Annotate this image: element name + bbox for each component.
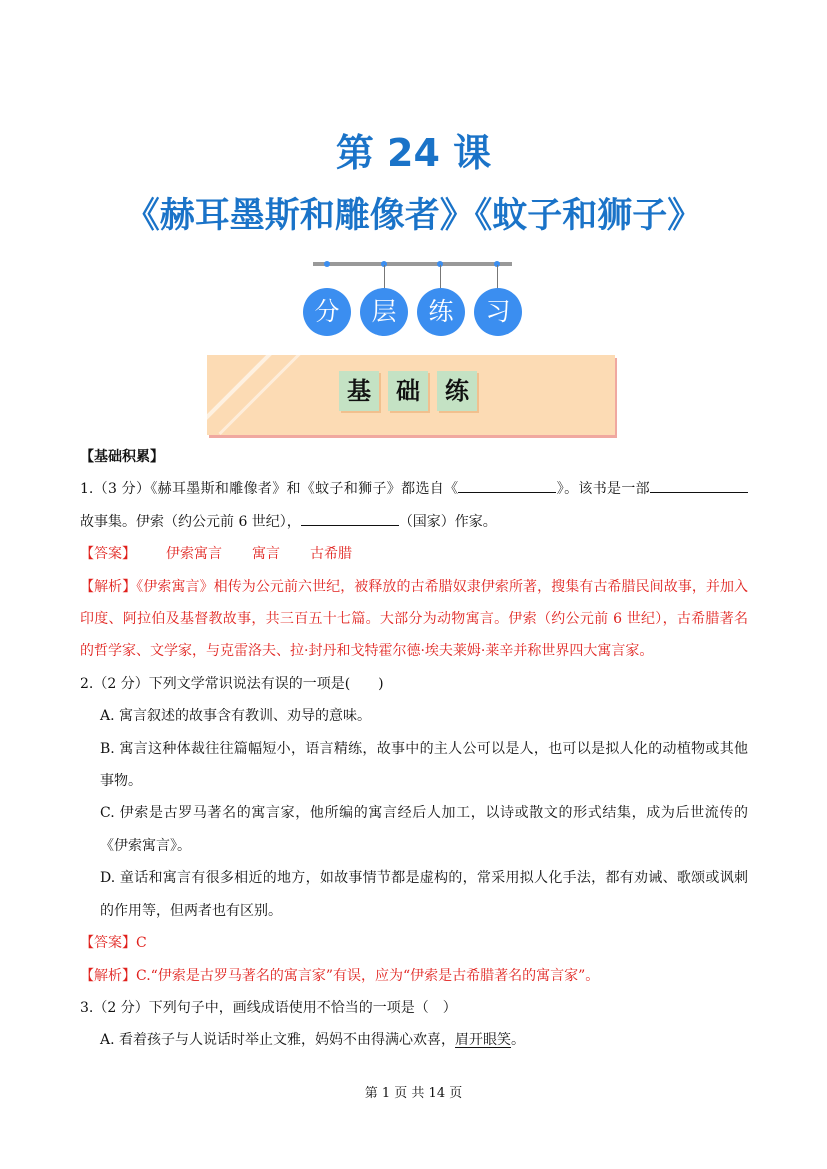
lesson-subtitle: 《赫耳墨斯和雕像者》《蚊子和狮子》	[124, 196, 703, 236]
option-a: A. 寓言叙述的故事含有教训、劝导的意味。	[100, 708, 372, 725]
banner-tile: 基	[339, 371, 379, 411]
question-1: 1.（3 分）《赫耳墨斯和雕像者》和《蚊子和狮子》都选自《 》。该书是一部故事集。伊索（约公元前 6 世纪）， （国家）作家。	[80, 473, 748, 538]
string	[497, 265, 498, 289]
answer-2: 【答案】C	[80, 935, 147, 952]
analysis-2: 【解析】C.“伊索是古罗马著名的寓言家”有误，应为“伊索是古希腊著名的寓言家”。	[80, 967, 600, 984]
banner-tile: 练	[437, 371, 477, 411]
string	[440, 265, 441, 289]
ball: 分	[303, 288, 351, 336]
q3-option-a: A. 看着孩子与人说话时举止文雅，妈妈不由得满心欢喜，眉开眼笑。	[100, 1032, 526, 1049]
document-body	[80, 441, 748, 1057]
string	[384, 265, 385, 289]
ball: 习	[474, 288, 522, 336]
option-b: B. 寓言这种体裁往往篇幅短小，语言精练，故事中的主人公可以是人，也可以是拟人化的动植物或其他事物。	[100, 740, 748, 790]
answer-1: 【答案】 伊索寓言 寓言 古希腊	[80, 546, 352, 563]
ball: 层	[360, 288, 408, 336]
section-banner	[207, 355, 615, 435]
lesson-title: 第 24 课	[335, 131, 492, 175]
section-heading: 【基础积累】	[80, 449, 164, 465]
rod	[313, 262, 512, 266]
option-c: C. 伊索是古罗马著名的寓言家，他所编的寓言经后人加工，以诗或散文的形式结集，成为后世流传的《伊索寓言》。	[100, 805, 748, 854]
question-2: 2.（2 分）下列文学常识说法有误的一项是( )	[80, 675, 384, 692]
ball: 练	[417, 288, 465, 336]
banner-tile: 础	[388, 371, 428, 411]
page-footer: 第 1 页 共 14 页	[364, 1086, 463, 1101]
option-d: D. 童话和寓言有很多相近的地方，如故事情节都是虚构的，常采用拟人化手法，都有劝诫、歌颂或讽刺的作用等，但两者也有区别。	[100, 870, 748, 919]
question-3: 3.（2 分）下列句子中，画线成语使用不恰当的一项是（ ）	[80, 999, 457, 1016]
analysis-1: 【解析】《伊索寓言》相传为公元前六世纪，被释放的古希腊奴隶伊索所著，搜集有古希腊民间故事，并加入印度、阿拉伯及基督教故事，共三百五十七篇。大部分为动物寓言。伊索（约公元前 6 世纪），古希腊著名的哲学家、文学家，与克雷洛夫、拉·封丹和戈特霍尔德·埃夫莱姆·莱辛并称世界四大寓言家。	[80, 578, 749, 660]
dot	[324, 261, 330, 267]
